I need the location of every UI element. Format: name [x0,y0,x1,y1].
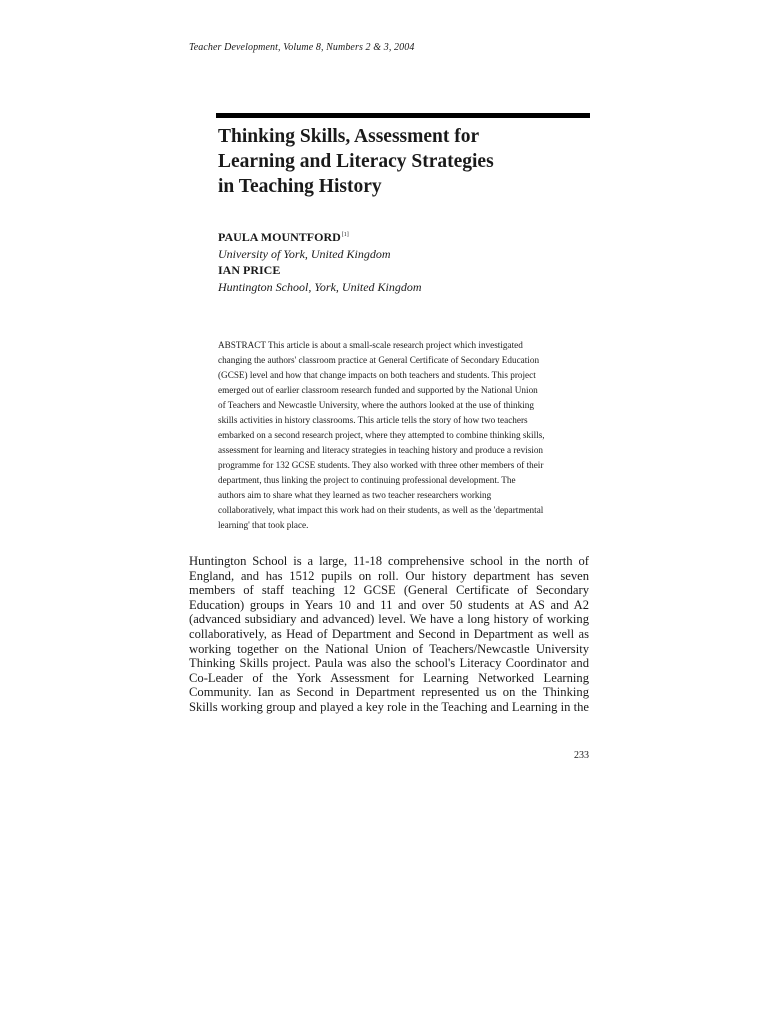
abstract [218,338,590,533]
author-name-text: IAN PRICE [218,263,281,277]
abstract-line: department, thus linking the project to continuing professional development. The [218,475,516,485]
title-line: in Teaching History [218,176,382,197]
abstract-line: skills activities in history classrooms. This article tells the story of how two teachers [218,415,528,425]
body-line: Huntington School is a large, 11-18 comprehensive school in the north of [189,554,589,568]
body-line: members of staff teaching 12 GCSE (General Certificate of Secondary [189,583,589,598]
abstract-line: changing the authors' classroom practice at General Certificate of Secondary Education [218,355,540,365]
author-name [218,262,422,279]
abstract-line: programme for 132 GCSE students. They also worked with three other members of their [218,460,544,470]
body-line: Thinking Skills project. Paula was also the school's Literacy Coordinator and [189,656,589,671]
body-line: Skills working group and played a key role in the Teaching and Learning in the [189,699,589,714]
abstract-line: assessment for learning and literacy strategies in teaching history and produce a revision [218,445,544,455]
abstract-line: ABSTRACT This article is about a small-scale research project which investigated [218,340,523,350]
author-affiliation: University of York, United Kingdom [218,246,391,261]
abstract-line: emerged out of earlier classroom research funded and supported by the National Union [218,385,538,395]
author-name-text: PAULA MOUNTFORD [218,230,341,244]
abstract-line: embarked on a second research project, where they attempted to combine thinking skills, [218,430,545,440]
running-head: Teacher Development, Volume 8, Numbers 2 & 3, 2004 [189,42,415,53]
body-line: collaboratively, as Head of Department and Second in Department as well as [189,626,589,641]
author-block [218,227,422,295]
author-affiliation: Huntington School, York, United Kingdom [218,279,422,294]
abstract-line: collaboratively, what impact this work had on their students, as well as the 'departmental [218,505,544,515]
body-line: England, and has 1512 pupils on roll. Our history department has seven [189,568,589,583]
title-rule [216,113,590,118]
body-line: Community. Ian as Second in Department represented us on the Thinking [189,685,589,700]
body-line: Co-Leader of the York Assessment for Learning Networked Learning [189,670,589,685]
body-line: working together on the National Union of Teachers/Newcastle University [189,641,589,656]
author-name [218,227,422,246]
abstract-line: (GCSE) level and how that change impacts on both teachers and students. This project [218,370,536,380]
page-number: 233 [574,750,589,761]
abstract-line: of Teachers and Newcastle University, where the authors looked at the use of thinking [218,400,534,410]
title-line: Learning and Literacy Strategies [218,151,494,172]
article-title [218,124,588,199]
title-line: Thinking Skills, Assessment for [218,126,480,147]
body-line: (advanced subsidiary and advanced) level. We have a long history of working [189,612,589,627]
abstract-line: learning' that took place. [218,520,309,530]
body-line: Education) groups in Years 10 and 11 and over 50 students at AS and A2 [189,597,589,612]
abstract-line: authors aim to share what they learned as two teacher researchers working [218,490,492,500]
author-footnote-marker: [1] [341,232,349,238]
body-paragraph [189,554,589,715]
